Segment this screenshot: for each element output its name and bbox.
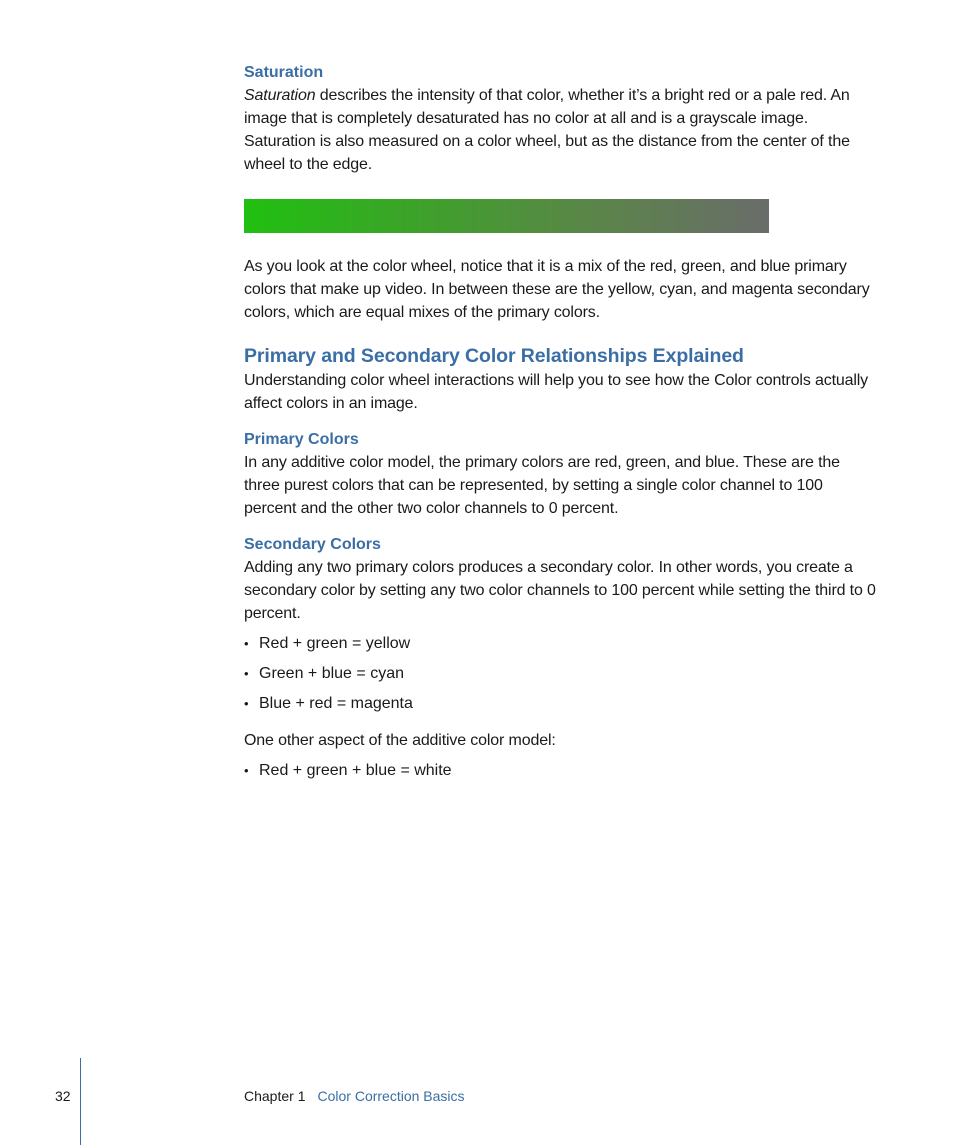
bullet-icon: • — [244, 636, 249, 651]
list-item — [244, 692, 876, 715]
secondary-bullet-list — [244, 632, 876, 715]
saturation-term: Saturation — [244, 87, 316, 104]
saturation-body: describes the intensity of that color, whether it’s a bright red or a pale red. An image that is completely desaturated has no color at all and is a grayscale image. Saturation is also measured on a color wheel, but as the distance from the center of the wheel to the edge. — [244, 87, 850, 173]
bullet-text: Red + green = yellow — [259, 635, 411, 652]
page-content — [244, 62, 876, 789]
page-number: 32 — [55, 1088, 71, 1104]
chapter-label: Chapter 1 — [244, 1088, 306, 1104]
bullet-text: Blue + red = magenta — [259, 695, 413, 712]
bullet-icon: • — [244, 666, 249, 681]
color-wheel-paragraph: As you look at the color wheel, notice that it is a mix of the red, green, and blue primary colors that make up video. In between these are the yellow, cyan, and magenta secondary colors, which are equal mixes of the primary colors. — [244, 258, 870, 321]
relationships-paragraph: Understanding color wheel interactions will help you to see how the Color controls actually affect colors in an image. — [244, 372, 869, 412]
other-bullet-list — [244, 759, 876, 782]
secondary-colors-paragraph: Adding any two primary colors produces a secondary color. In other words, you create a secondary color by setting any two color channels to 100 percent while setting the third to 0 percent. — [244, 559, 876, 622]
footer-chapter — [244, 1087, 465, 1105]
secondary-colors-heading: Secondary Colors — [244, 536, 381, 553]
chapter-title: Color Correction Basics — [317, 1088, 465, 1104]
saturation-gradient-bar — [244, 199, 769, 233]
list-item — [244, 632, 876, 655]
saturation-paragraph — [244, 84, 876, 176]
primary-colors-paragraph: In any additive color model, the primary colors are red, green, and blue. These are the three purest colors that can be represented, by setting a single color channel to 100 percent and the other two color channels to 0 percent. — [244, 454, 840, 517]
other-aspect-paragraph: One other aspect of the additive color model: — [244, 732, 556, 749]
bullet-icon: • — [244, 763, 249, 778]
bullet-icon: • — [244, 696, 249, 711]
bullet-text: Red + green + blue = white — [259, 762, 452, 779]
list-item — [244, 662, 876, 685]
primary-colors-heading: Primary Colors — [244, 431, 359, 448]
list-item — [244, 759, 876, 782]
relationships-heading: Primary and Secondary Color Relationships Explained — [244, 345, 744, 367]
saturation-heading: Saturation — [244, 64, 324, 81]
bullet-text: Green + blue = cyan — [259, 665, 404, 682]
footer-rule — [80, 1058, 81, 1145]
